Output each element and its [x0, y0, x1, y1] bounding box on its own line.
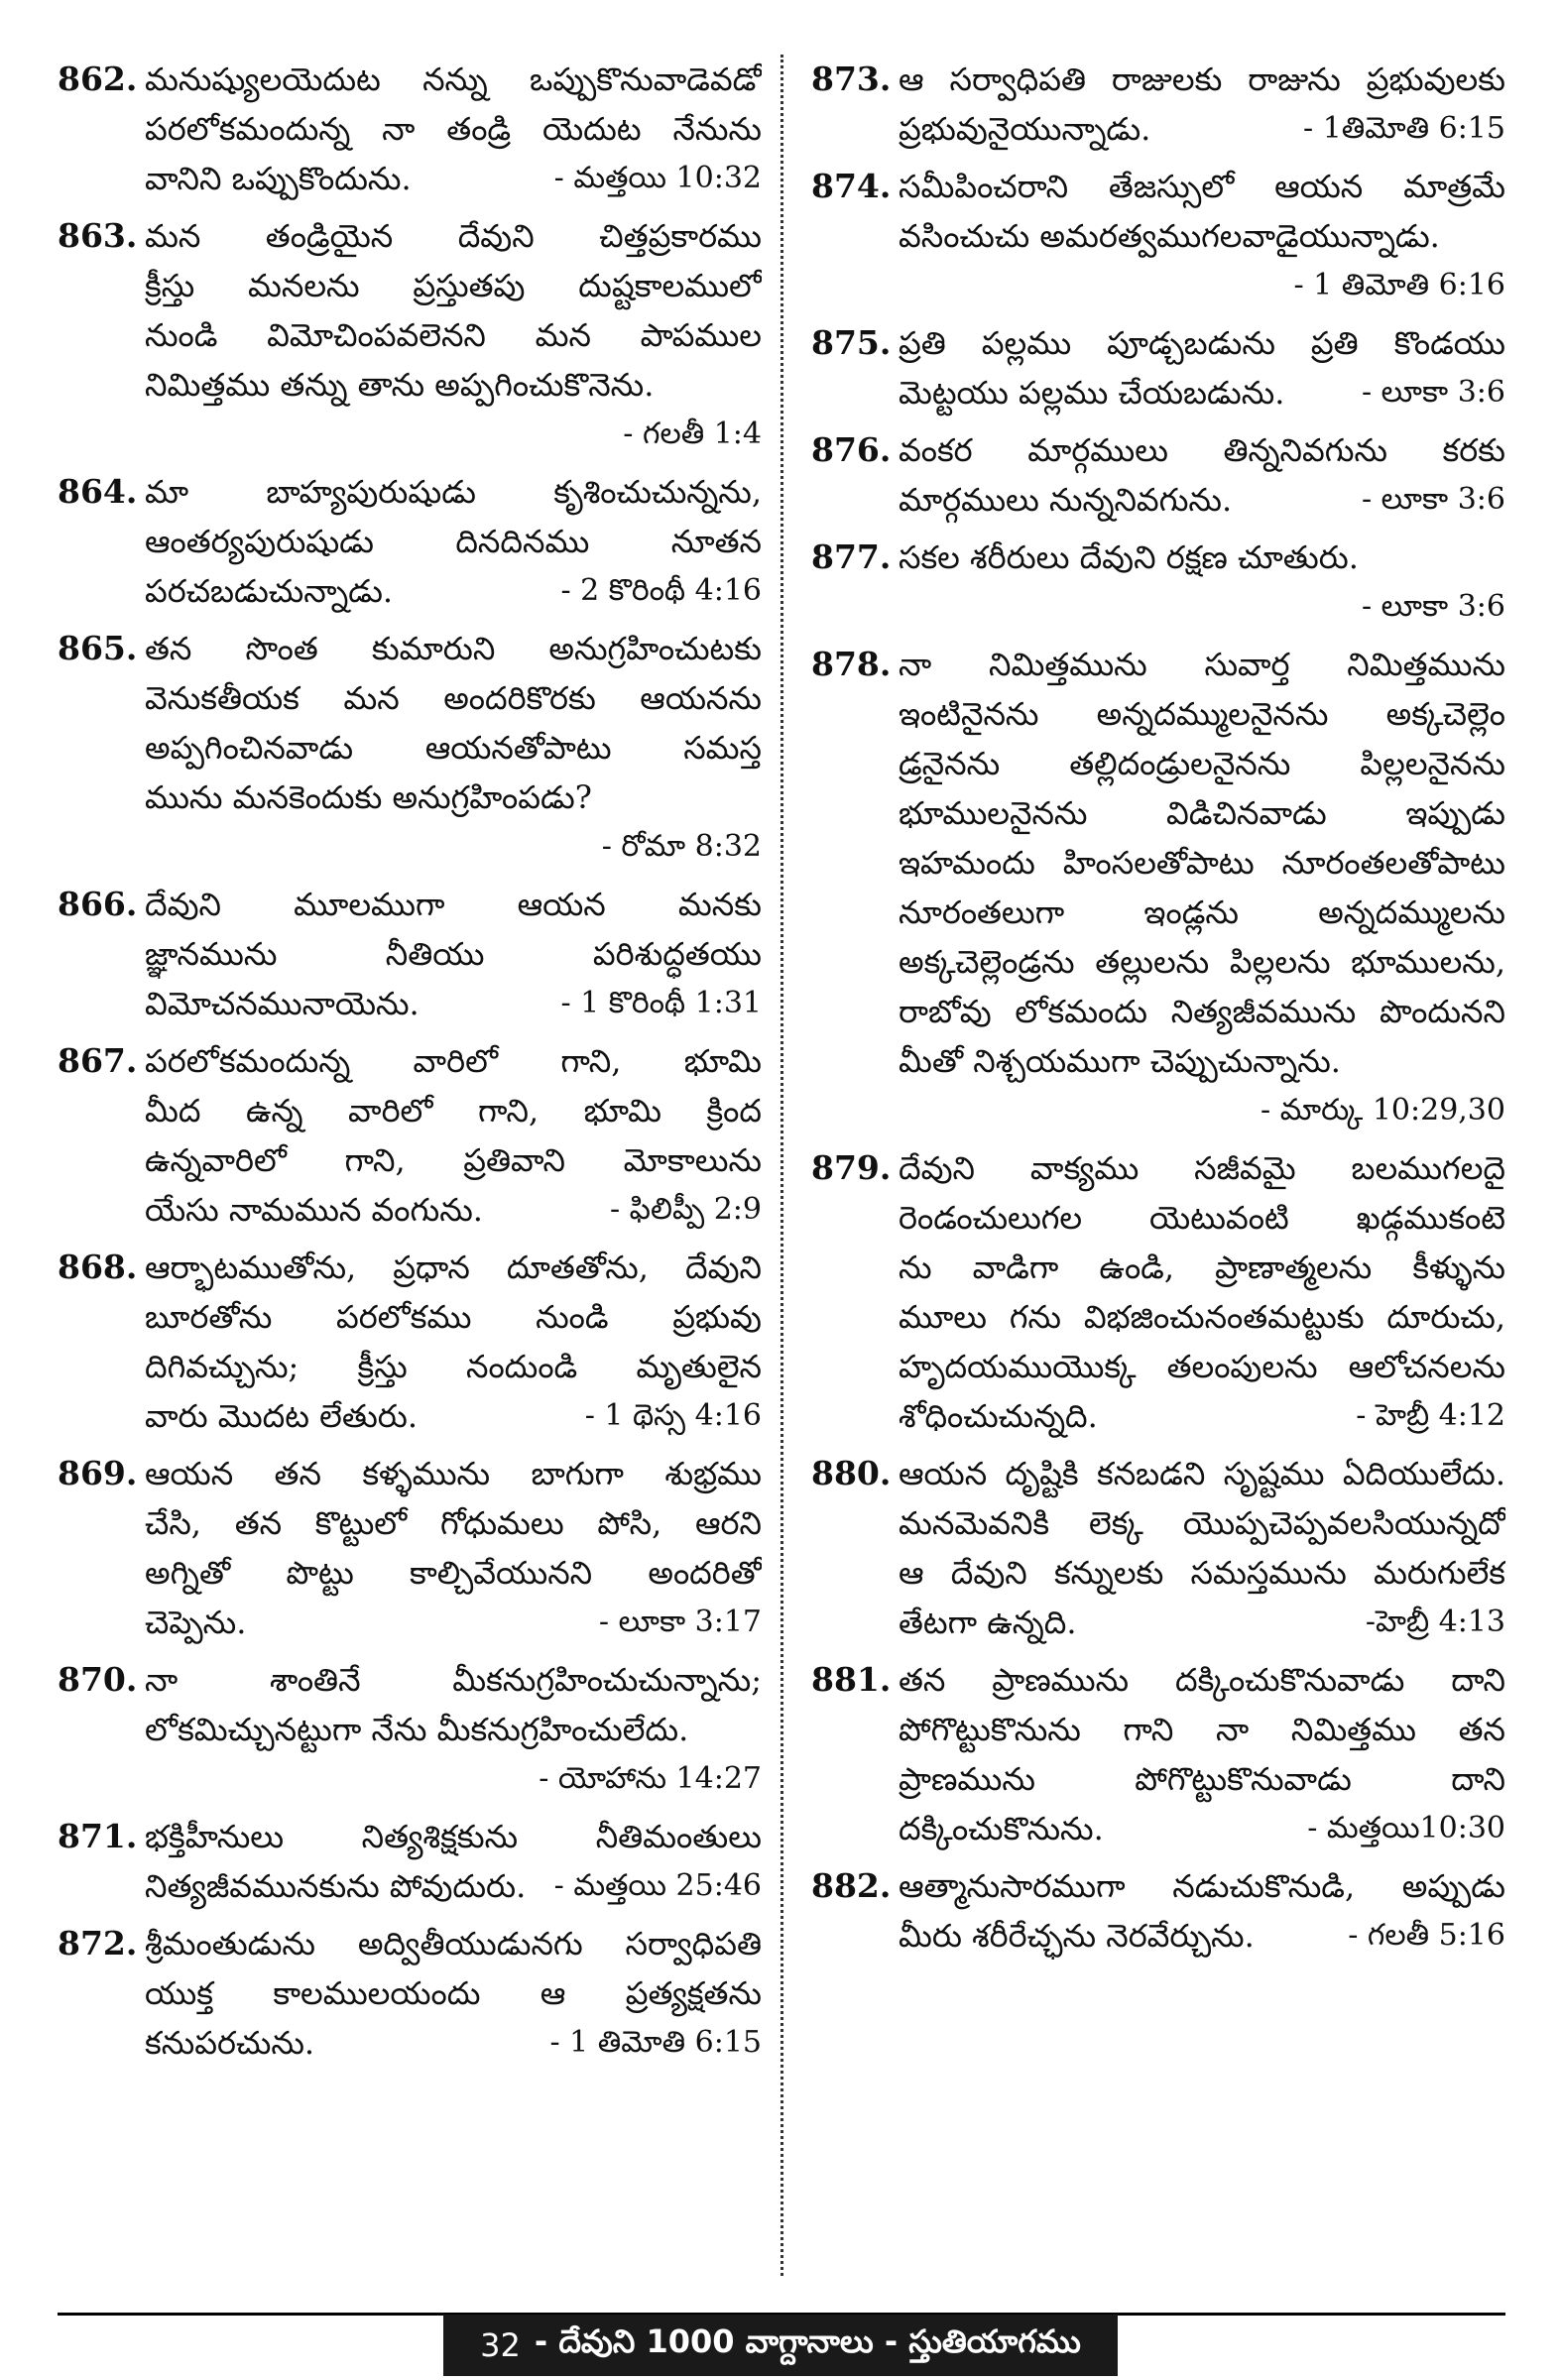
promise-text	[145, 467, 762, 616]
promise-entry	[811, 55, 1505, 154]
promise-number: 864.	[58, 472, 138, 511]
verse-line: చెప్పెను.	[145, 1604, 247, 1641]
promise-entry	[811, 640, 1505, 1135]
promise-text	[899, 425, 1505, 525]
promise-text	[899, 55, 1505, 154]
verse-last-line	[899, 475, 1505, 525]
verse-last-line	[145, 1185, 762, 1235]
promise-number: 878.	[811, 645, 892, 683]
scripture-reference: - 2 కొరింథీ 4:16	[560, 573, 762, 608]
verse-line: మా బాహ్యపురుషుడు కృశించుచున్నను,	[145, 473, 762, 511]
verse-line: మూలు గను విభజించునంతమట్టుకు దూరుచు,	[899, 1298, 1505, 1336]
promise-text	[145, 1449, 762, 1647]
verse-line: మార్గములు నున్ననివగును.	[899, 481, 1233, 519]
promise-text	[145, 1655, 762, 1804]
verse-line: నుండి విమోచింపవలెనని మన పాపముల	[145, 316, 762, 354]
promise-number: 867.	[58, 1041, 138, 1080]
promise-entry	[811, 425, 1505, 525]
verse-line: నా నిమిత్తమును సువార్త నిమిత్తమును	[899, 646, 1505, 683]
promise-text	[145, 211, 762, 459]
verse-last-line	[145, 2018, 762, 2068]
scripture-reference: - మార్కు 10:29,30	[1261, 1093, 1505, 1128]
promise-number: 863.	[58, 216, 138, 255]
verse-line: రాబోవు లోకమందు నిత్యజీవమును పొందునని	[899, 993, 1505, 1030]
verse-line: భక్తిహీనులు నిత్యశిక్షకును నీతిమంతులు	[145, 1818, 762, 1855]
verse-line: ఆ సర్వాధిపతి రాజులకు రాజును ప్రభువులకు	[899, 60, 1505, 98]
verse-line: నిమిత్తము తన్ను తాను అప్పగించుకొనెను.	[145, 366, 655, 404]
promise-number: 877.	[811, 537, 892, 576]
promise-number: 872.	[58, 1924, 138, 1963]
verse-line: యుక్త కాలములయందు ఆ ప్రత్యక్షతను	[145, 1974, 762, 2012]
promise-number: 875.	[811, 323, 892, 362]
verse-line: పరలోకమందున్న వారిలో గాని, భూమి	[145, 1042, 762, 1080]
verse-line: పోగొట్టుకొనును గాని నా నిమిత్తము తన	[899, 1711, 1505, 1748]
scripture-reference: - యోహాను 14:27	[539, 1761, 762, 1796]
verse-line: మీతో నిశ్చయముగా చెప్పుచున్నాను.	[899, 1042, 1341, 1080]
verse-line: ప్రభువునైయున్నాడు.	[899, 110, 1151, 148]
promise-entry	[811, 1861, 1505, 1961]
verse-line: మెట్టయు పల్లము చేయబడును.	[899, 374, 1285, 412]
verse-line: హృదయముయొక్క తలంపులను ఆలోచనలను	[899, 1348, 1505, 1385]
promise-text	[899, 162, 1505, 310]
verse-line: వసించుచు అమరత్వముగలవాడైయున్నాడు.	[899, 217, 1440, 255]
verse-last-line	[899, 104, 1505, 154]
promise-text	[145, 624, 762, 872]
promise-number: 869.	[58, 1454, 138, 1492]
promise-text	[145, 55, 762, 203]
promise-text	[145, 1812, 762, 1911]
scripture-reference: - మత్తయి10:30	[1307, 1811, 1505, 1845]
promise-number: 873.	[811, 60, 892, 98]
promise-entry	[58, 1655, 762, 1804]
verse-last-line	[145, 1391, 762, 1441]
verse-line: ఆర్భాటముతోను, ప్రధాన దూతతోను, దేవుని	[145, 1249, 762, 1286]
promise-number: 882.	[811, 1866, 892, 1905]
verse-line: నూరంతలుగా ఇండ్లను అన్నదమ్ములను	[899, 893, 1505, 931]
scripture-reference: - రోమా 8:32	[601, 829, 762, 864]
promise-text	[145, 1243, 762, 1441]
verse-last-line	[145, 979, 762, 1028]
verse-last-line	[145, 154, 762, 203]
verse-line: ఆ దేవుని కన్నులకు సమస్తమును మరుగులేక	[899, 1554, 1505, 1592]
scripture-reference: - హెబ్రీ 4:12	[1356, 1398, 1505, 1433]
verse-line: మీద ఉన్న వారిలో గాని, భూమి క్రింద	[145, 1092, 762, 1130]
promise-entry	[58, 467, 762, 616]
verse-line: అప్పగించినవాడు ఆయనతోపాటు సమస్త	[145, 729, 762, 767]
page-number: 32	[480, 2326, 521, 2364]
promise-entry	[58, 1243, 762, 1441]
verse-line: దేవుని మూలముగా ఆయన మనకు	[145, 886, 762, 923]
promise-number: 880.	[811, 1454, 892, 1492]
promise-number: 868.	[58, 1248, 138, 1286]
right-column	[811, 55, 1505, 1968]
verse-line: సమీపించరాని తేజస్సులో ఆయన మాత్రమే	[899, 168, 1505, 205]
verse-line: ఆయన తన కళ్ళమును బాగుగా శుభ్రము	[145, 1455, 762, 1492]
promise-entry	[58, 1919, 762, 2068]
verse-line: చేసి, తన కొట్టులో గోధుమలు పోసి, ఆరని	[145, 1504, 762, 1542]
verse-line: డ్రనైనను తల్లిదండ్రులనైనను పిల్లలనైనను	[899, 745, 1505, 782]
verse-line: వంకర మార్గములు తిన్ననివగును కరకు	[899, 431, 1505, 469]
left-column	[58, 55, 762, 2076]
book-title: - దేవుని 1000 వాగ్దానాలు - స్తుతియాగము	[534, 2322, 1081, 2360]
verse-line: తేటగా ఉన్నది.	[899, 1604, 1077, 1641]
verse-last-line	[145, 566, 762, 616]
scripture-reference: - లూకా 3:17	[598, 1605, 762, 1639]
promise-number: 876.	[811, 430, 892, 469]
scripture-reference: -హెబ్రీ 4:13	[1365, 1605, 1505, 1639]
verse-line: సకల శరీరులు దేవుని రక్షణ చూతురు.	[899, 538, 1359, 576]
promise-entry	[811, 1143, 1505, 1441]
verse-line: మనమెవనికి లెక్క యొప్పచెప్పవలసియున్నదో	[899, 1504, 1505, 1542]
verse-last-line	[899, 1391, 1505, 1441]
verse-line: అగ్నితో పొట్టు కాల్చివేయునని అందరితో	[145, 1554, 762, 1592]
verse-last-line	[899, 1598, 1505, 1647]
verse-line: విమోచనమునాయెను.	[145, 985, 420, 1022]
promise-entry	[58, 1812, 762, 1911]
promise-number: 871.	[58, 1817, 138, 1855]
promise-entry	[811, 162, 1505, 310]
verse-line: మనుష్యులయెదుట నన్ను ఒప్పుకొనువాడెవడో	[145, 60, 762, 98]
footer-banner	[443, 2315, 1118, 2376]
scripture-reference: - మత్తయి 10:32	[553, 161, 762, 195]
verse-line: మును మనకెందుకు అనుగ్రహింపడు?	[145, 778, 592, 816]
scripture-reference: - లూకా 3:6	[1361, 375, 1505, 410]
promise-number: 879.	[811, 1148, 892, 1187]
verse-line: శ్రీమంతుడును అద్వితీయుడునగు సర్వాధిపతి	[145, 1925, 762, 1963]
promise-number: 874.	[811, 167, 892, 205]
verse-line: అక్కచెల్లెండ్రను తల్లులను పిల్లలను భూములను,	[899, 943, 1505, 981]
verse-line: దేవుని వాక్యము సజీవమై బలముగలదై	[899, 1149, 1505, 1187]
promise-text	[899, 318, 1505, 417]
promise-entry	[58, 1449, 762, 1647]
scripture-reference: - 1 తిమోతి 6:15	[549, 2025, 762, 2060]
verse-last-line	[145, 1598, 762, 1647]
promise-number: 866.	[58, 885, 138, 923]
promise-entry	[58, 880, 762, 1028]
verse-line: ను వాడిగా ఉండి, ప్రాణాత్మలను కీళ్ళును	[899, 1249, 1505, 1286]
verse-line: ఆంతర్యపురుషుడు దినదినము నూతన	[145, 523, 762, 560]
verse-line: జ్ఞానమును నీతియు పరిశుద్ధతయు	[145, 935, 762, 973]
promise-text	[899, 1861, 1505, 1961]
verse-last-line	[899, 1911, 1505, 1961]
scripture-reference: - 1తిమోతి 6:15	[1303, 111, 1505, 146]
promise-entry	[811, 533, 1505, 632]
verse-line: వానిని ఒప్పుకొందును.	[145, 160, 412, 197]
verse-line: వారు మొదట లేతురు.	[145, 1397, 419, 1435]
verse-last-line	[899, 368, 1505, 417]
promise-number: 862.	[58, 60, 138, 98]
promise-entry	[811, 318, 1505, 417]
verse-last-line	[145, 1861, 762, 1911]
promise-text	[145, 1919, 762, 2068]
promise-entry	[811, 1655, 1505, 1853]
scripture-reference: - గలతీ 5:16	[1348, 1918, 1505, 1953]
promise-entry	[58, 624, 762, 872]
verse-line: ఉన్నవారిలో గాని, ప్రతివాని మోకాలును	[145, 1141, 762, 1179]
verse-line: దిగివచ్చును; క్రీస్తు నందుండి మృతులైన	[145, 1348, 762, 1385]
promise-number: 865.	[58, 629, 138, 667]
scripture-reference: - 1 థెస్స 4:16	[584, 1398, 762, 1433]
verse-line: పరలోకమందున్న నా తండ్రి యెదుట నేనును	[145, 110, 762, 148]
promise-text	[899, 640, 1505, 1135]
verse-line: నిత్యజీవమునకును పోవుదురు.	[145, 1867, 527, 1905]
promise-entry	[58, 55, 762, 203]
verse-line: తన ప్రాణమును దక్కించుకొనువాడు దాని	[899, 1661, 1505, 1699]
verse-line: ప్రతి పల్లము పూడ్చబడును ప్రతి కొండయు	[899, 324, 1505, 362]
verse-last-line	[899, 1804, 1505, 1853]
verse-line: యేసు నామమున వంగును.	[145, 1191, 483, 1229]
verse-line: బూరతోను పరలోకము నుండి ప్రభువు	[145, 1298, 762, 1336]
verse-line: పరచబడుచున్నాడు.	[145, 572, 394, 610]
verse-line: భూములనైనను విడిచినవాడు ఇప్పుడు	[899, 794, 1505, 832]
promise-text	[899, 1143, 1505, 1441]
promise-number: 881.	[811, 1660, 892, 1699]
promise-text	[899, 1449, 1505, 1647]
promise-text	[899, 1655, 1505, 1853]
scripture-reference: - 1 కొరింథీ 1:31	[560, 986, 762, 1020]
verse-line: ఇహమందు హింసలతోపాటు నూరంతలతోపాటు	[899, 844, 1505, 882]
scripture-reference: - లూకా 3:6	[1361, 589, 1505, 624]
promise-entry	[58, 1036, 762, 1235]
scripture-reference: - మత్తయి 25:46	[553, 1868, 762, 1903]
verse-line: క్రీస్తు మనలను ప్రస్తుతపు దుష్టకాలములో	[145, 267, 762, 304]
promise-text	[899, 533, 1505, 632]
promise-entry	[811, 1449, 1505, 1647]
scripture-reference: - 1 తిమోతి 6:16	[1293, 268, 1505, 302]
verse-line: కనుపరచును.	[145, 2024, 315, 2062]
verse-line: నా శాంతినే మీకనుగ్రహించుచున్నాను;	[145, 1661, 762, 1699]
scripture-reference: - ఫిలిప్పీ 2:9	[609, 1192, 762, 1227]
promise-number: 870.	[58, 1660, 138, 1699]
promise-entry	[58, 211, 762, 459]
promise-text	[145, 1036, 762, 1235]
verse-line: దక్కించుకొనును.	[899, 1810, 1104, 1847]
verse-line: ఆయన దృష్టికి కనబడని సృష్టము ఏదియులేదు.	[899, 1455, 1505, 1492]
promise-text	[145, 880, 762, 1028]
scripture-reference: - గలతీ 1:4	[623, 416, 762, 451]
verse-line: మీరు శరీరేచ్ఛను నెరవేర్చును.	[899, 1917, 1255, 1955]
column-divider	[780, 55, 783, 2276]
verse-line: వెనుకతీయక మన అందరికొరకు ఆయనను	[145, 679, 762, 717]
verse-line: రెండంచులుగల యెటువంటి ఖడ్గముకంటె	[899, 1199, 1505, 1237]
scripture-reference: - లూకా 3:6	[1361, 482, 1505, 517]
verse-line: ప్రాణమును పోగొట్టుకొనువాడు దాని	[899, 1760, 1505, 1798]
verse-line: లోకమిచ్చునట్టుగా నేను మీకనుగ్రహించులేదు.	[145, 1711, 689, 1748]
verse-line: మన తండ్రియైన దేవుని చిత్తప్రకారము	[145, 217, 762, 255]
verse-line: ఆత్మానుసారముగా నడుచుకొనుడి, అప్పుడు	[899, 1867, 1505, 1905]
verse-line: శోధించుచున్నది.	[899, 1397, 1098, 1435]
verse-line: తన సొంత కుమారుని అనుగ్రహించుటకు	[145, 630, 762, 667]
verse-line: ఇంటినైనను అన్నదమ్ములనైనను అక్కచెల్లెం	[899, 695, 1505, 733]
